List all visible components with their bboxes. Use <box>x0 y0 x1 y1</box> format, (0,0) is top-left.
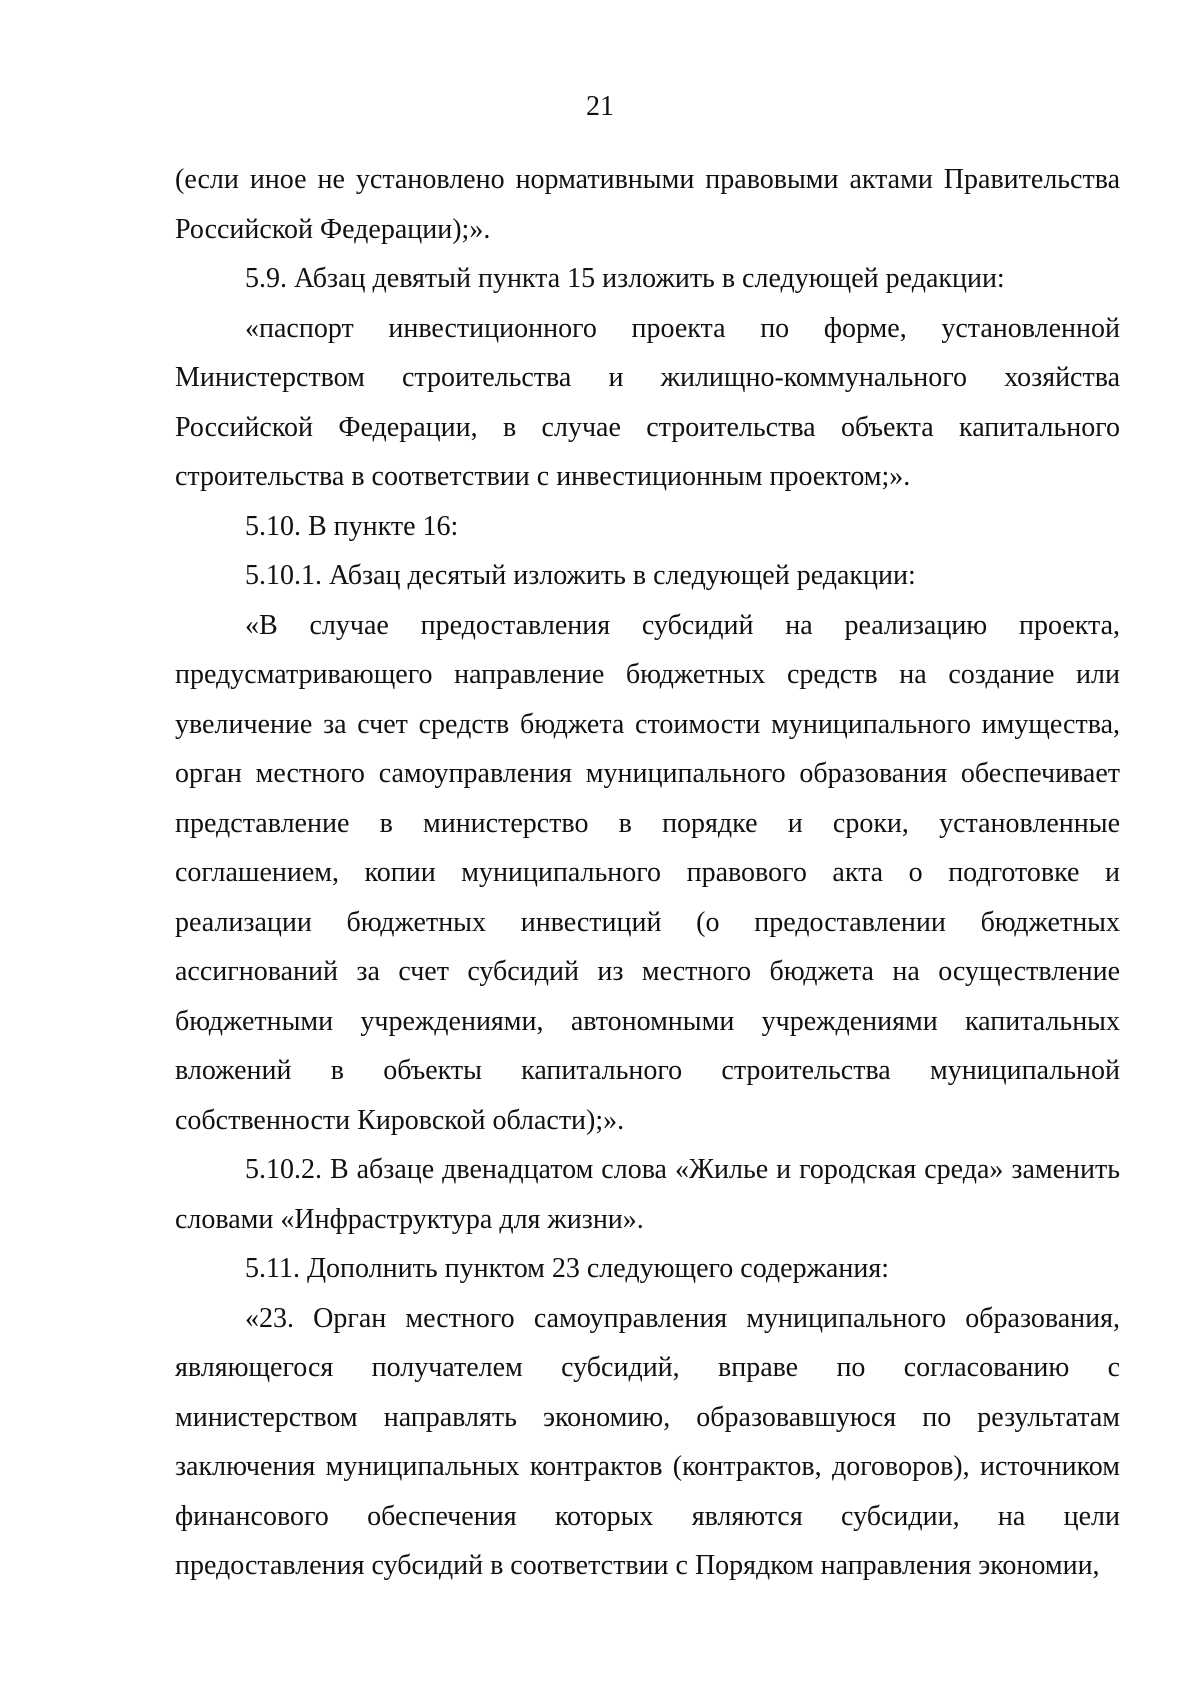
page-number: 21 <box>586 91 614 122</box>
document-body <box>175 155 1120 1591</box>
paragraph: 5.11. Дополнить пунктом 23 следующего содержания: <box>245 1253 889 1284</box>
paragraph: 5.9. Абзац девятый пункта 15 изложить в следующей редакции: <box>245 263 1005 294</box>
paragraph: 5.10.1. Абзац десятый изложить в следующей редакции: <box>245 560 916 591</box>
paragraph: (если иное не установлено нормативными правовыми актами Правительства Российской Федерации);». <box>175 164 1120 245</box>
paragraph: 5.10.2. В абзаце двенадцатом слова «Жилье и городская среда» заменить словами «Инфраструктура для жизни». <box>175 1154 1120 1235</box>
paragraph: «В случае предоставления субсидий на реализацию проекта, предусматривающего направление бюджетных средств на создание или увеличение за счет средств бюджета стоимости муниципального имущества, орган местного самоуправления муниципального образования обеспечивает представление в министерство в порядке и сроки, установленные соглашением, копии муниципального правового акта о подготовке и реализации бюджетных инвестиций (о предоставлении бюджетных ассигнований за счет субсидий из местного бюджета на осуществление бюджетными учреждениями, автономными учреждениями капитальных вложений в объекты капитального строительства муниципальной собственности Кировской области);». <box>175 609 1120 1136</box>
paragraph: «23. Орган местного самоуправления муниципального образования, являющегося получателем субсидий, вправе по согласованию с министерством направлять экономию, образовавшуюся по результатам заключения муниципальных контрактов (контрактов, договоров), источником финансового обеспечения которых являются субсидии, на цели предоставления субсидий в соответствии с Порядком направления экономии, <box>175 1302 1120 1581</box>
paragraph: 5.10. В пункте 16: <box>245 510 459 542</box>
paragraph: «паспорт инвестиционного проекта по форме, установленной Министерством строительства и жилищно-коммунального хозяйства Российской Федерации, в случае строительства объекта капитального строительства в соответствии с инвестиционным проектом;». <box>175 312 1120 492</box>
